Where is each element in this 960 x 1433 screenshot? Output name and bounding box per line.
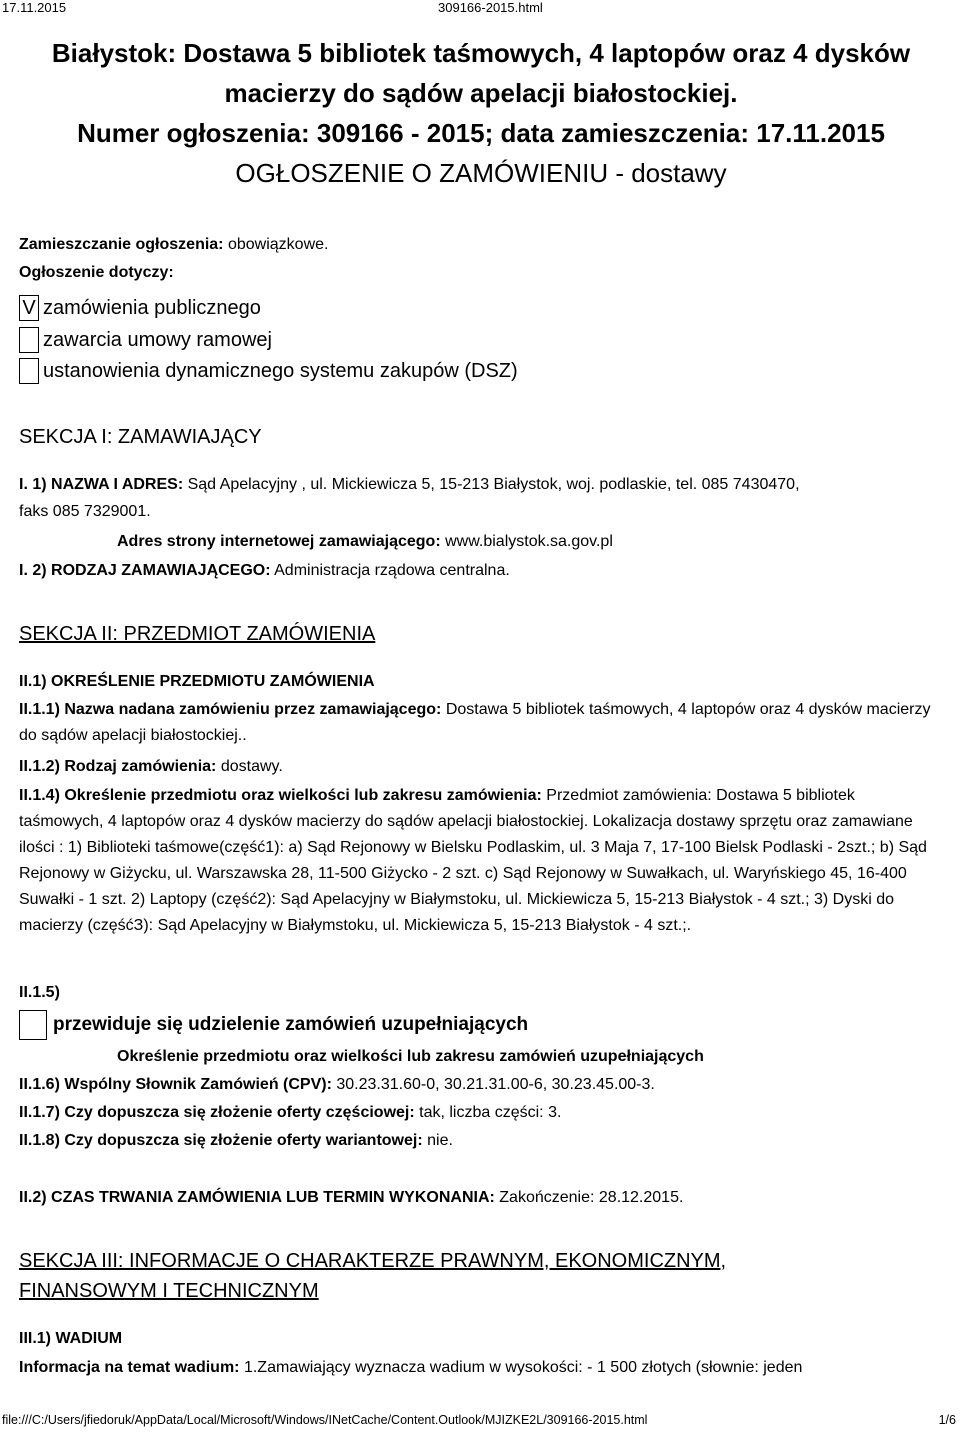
print-footer <box>0 1413 960 1429</box>
contracting-name-label: I. 1) NAZWA I ADRES: <box>19 476 184 493</box>
variant-offer-label: II.1.8) Czy dopuszcza się złożenie oferty wariantowej: <box>19 1132 423 1149</box>
title-line-2: macierzy do sądów apelacji białostockiej. <box>224 78 738 108</box>
section-1-heading: SEKCJA I: ZAMAWIAJĄCY <box>19 426 262 448</box>
checkbox-unchecked <box>19 358 39 384</box>
placement-value: obowiązkowe. <box>227 236 329 253</box>
wadium-row <box>19 1359 802 1377</box>
website-row <box>117 533 613 551</box>
print-date: 17.11.2015 <box>2 0 67 15</box>
order-description-label: II.1.4) Określenie przedmiotu oraz wielkości lub zakresu zamówienia: <box>19 787 542 804</box>
concern-option-label: zamówienia publicznego <box>43 296 261 319</box>
cpv-label: II.1.6) Wspólny Słownik Zamówień (CPV): <box>19 1076 332 1093</box>
concern-option-public-order <box>19 294 261 322</box>
page-counter: 1/6 <box>938 1413 956 1427</box>
variant-offer-row <box>19 1132 453 1150</box>
section-3-heading-line-2: FINANSOWYM I TECHNICZNYM <box>19 1280 319 1302</box>
order-description-value: Przedmiot zamówienia: Dostawa 5 bibliotek taśmowych, 4 laptopów oraz 4 dysków macierzy do sądów apelacji białostockiej. Lokalizacja dostawy sprzętu oraz zamawiane ilości : 1) Biblioteki taśmowe(część1): a) Sąd Rejonowy w Bielsku Podlaskim, ul. 3 Maja 7, 17-100 Bielsk Podlaski - 2szt.; b) Sąd Rejonowy w Giżycku, ul. Warszawska 28, 11-500 Giżycko - 2 szt. c) Sąd Rejonowy w Suwałkach, ul. Waryńskiego 45, 16-400 Suwałki - 1 szt. 2) Laptopy (część2): Sąd Apelacyjny w Białymstoku, ul. Mickiewicza 5, 15-213 Białystok - 4 szt.; 3) Dyski do macierzy (częśćЗ): Sąd Apelacyjny w Białymstoku, ul. Mickiewicza 5, 15-213 Białystok - 4 szt.;. <box>19 787 927 934</box>
order-kind-value: dostawy. <box>220 758 283 775</box>
concern-option-framework <box>19 326 272 354</box>
supplementary-orders-row <box>19 1011 528 1039</box>
placement-label: Zamieszczanie ogłoszenia: <box>19 236 224 253</box>
order-kind-label: II.1.2) Rodzaj zamówienia: <box>19 758 217 775</box>
concerns-label: Ogłoszenie dotyczy: <box>19 264 174 281</box>
variant-offer-value: nie. <box>427 1132 453 1149</box>
concern-option-dsz <box>19 357 518 385</box>
order-description-paragraph <box>19 783 943 939</box>
order-kind-row <box>19 758 283 776</box>
item-15-label: II.1.5) <box>19 984 60 1001</box>
duration-row <box>19 1189 683 1207</box>
placement-row <box>19 236 328 254</box>
checkbox-unchecked <box>19 1010 47 1040</box>
website-link[interactable]: www.bialystok.sa.gov.pl <box>445 533 613 550</box>
wadium-label: Informacja na temat wadium: <box>19 1359 240 1376</box>
section-3-sub1: III.1) WADIUM <box>19 1330 123 1347</box>
section-2-heading: SEKCJA II: PRZEDMIOT ZAMÓWIENIA <box>19 623 376 645</box>
checkbox-unchecked <box>19 327 39 353</box>
title-line-4: OGŁOSZENIE O ZAMÓWIENIU - dostawy <box>235 158 727 188</box>
print-page-title: 309166-2015.html <box>438 0 543 15</box>
contracting-fax: faks 085 7329001. <box>19 503 151 520</box>
contracting-name-row <box>19 476 800 494</box>
website-label: Adres strony internetowej zamawiającego: <box>117 533 441 550</box>
cpv-row <box>19 1076 655 1094</box>
partial-offer-label: II.1.7) Czy dopuszcza się złożenie oferty częściowej: <box>19 1104 415 1121</box>
checkbox-checked: V <box>19 295 39 321</box>
duration-label: II.2) CZAS TRWANIA ZAMÓWIENIA LUB TERMIN WYKONANIA: <box>19 1189 495 1206</box>
partial-offer-row <box>19 1104 561 1122</box>
contracting-name-value: Sąd Apelacyjny , ul. Mickiewicza 5, 15-213 Białystok, woj. podlaskie, tel. 085 7430470, <box>187 476 800 493</box>
file-path: file:///C:/Users/jfiedoruk/AppData/Local/Microsoft/Windows/INetCache/Content.Outlook/MJIZKE2L/309166-2015.html <box>2 1413 648 1427</box>
print-header <box>0 0 960 16</box>
partial-offer-value: tak, liczba części: 3. <box>419 1104 562 1121</box>
contracting-type-value: Administracja rządowa centralna. <box>274 562 510 579</box>
contracting-type-row <box>19 562 510 580</box>
title-line-3: Numer ogłoszenia: 309166 - 2015; data zamieszczenia: 17.11.2015 <box>77 118 885 148</box>
concern-option-label: ustanowienia dynamicznego systemu zakupów (DSZ) <box>43 359 518 382</box>
supplementary-orders-label: przewiduje się udzielenie zamówień uzupełniających <box>53 1014 529 1035</box>
wadium-value: 1.Zamawiający wyznacza wadium w wysokości: - 1 500 złotych (słownie: jeden <box>243 1359 803 1376</box>
order-name-paragraph <box>19 697 943 749</box>
order-name-label: II.1.1) Nazwa nadana zamówieniu przez zamawiającego: <box>19 701 442 718</box>
cpv-value: 30.23.31.60-0, 30.21.31.00-6, 30.23.45.00-3. <box>336 1076 655 1093</box>
concern-option-label: zawarcia umowy ramowej <box>43 328 272 351</box>
supplementary-desc: Określenie przedmiotu oraz wielkości lub zakresu zamówień uzupełniających <box>117 1048 704 1065</box>
order-name-value: Dostawa 5 bibliotek taśmowych, 4 laptopów oraz 4 dysków macierzy do sądów apelacji białostockiej.. <box>19 701 931 744</box>
title-line-1: Białystok: Dostawa 5 bibliotek taśmowych, 4 laptopów oraz 4 dysków <box>51 38 911 68</box>
duration-value: Zakończenie: 28.12.2015. <box>499 1189 684 1206</box>
section-2-sub1: II.1) OKREŚLENIE PRZEDMIOTU ZAMÓWIENIA <box>19 673 375 690</box>
contracting-type-label: I. 2) RODZAJ ZAMAWIAJĄCEGO: <box>19 562 271 579</box>
section-3-heading-line-1: SEKCJA III: INFORMACJE O CHARAKTERZE PRAWNYM, EKONOMICZNYM, <box>19 1250 727 1272</box>
